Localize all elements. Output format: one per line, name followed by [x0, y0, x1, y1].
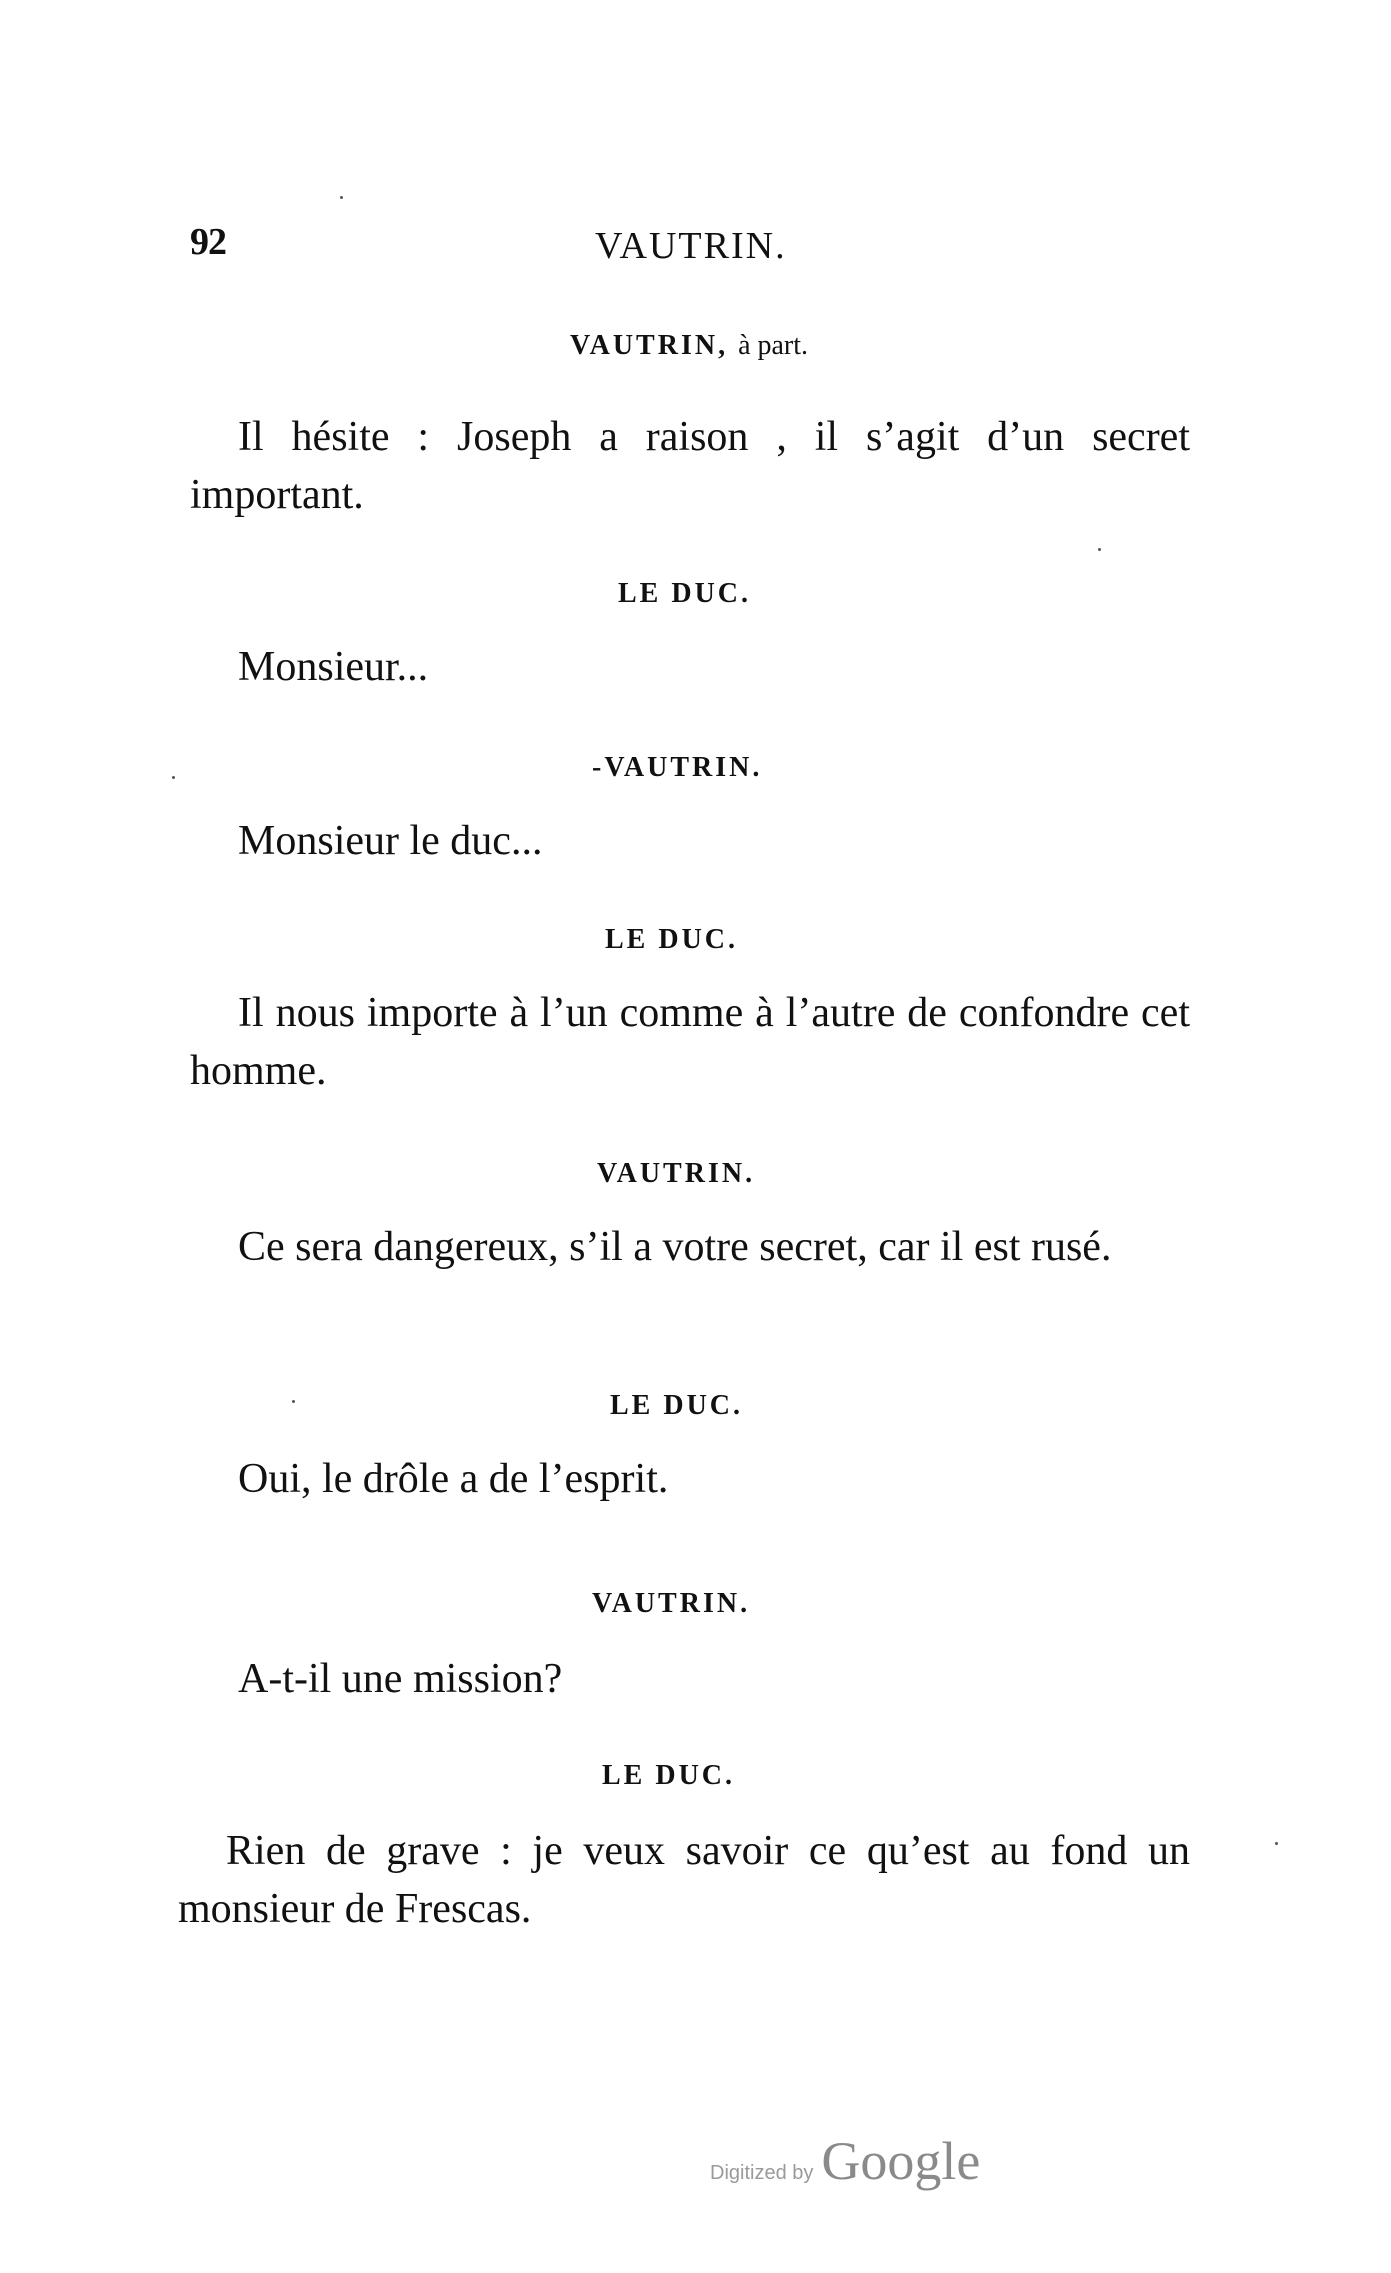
page-number: 92	[190, 221, 226, 263]
google-logo: Google	[821, 2131, 981, 2191]
digitized-label: Digitized by	[710, 2162, 814, 2184]
speaker-name: LE DUC.	[610, 1390, 744, 1421]
speaker-name: LE DUC.	[618, 578, 752, 609]
running-title: VAUTRIN.	[595, 225, 787, 267]
speaker-name: VAUTRIN.	[592, 1588, 751, 1619]
speaker-name: -VAUTRIN.	[592, 752, 763, 783]
speaker-name: VAUTRIN.	[597, 1158, 756, 1189]
speech-text: Rien de grave : je veux savoir ce qu’est au fond un monsieur de Frescas.	[178, 1828, 1190, 1932]
speaker-name: VAUTRIN,	[570, 330, 729, 361]
speech-text: Monsieur le duc...	[238, 818, 543, 864]
print-speck	[340, 196, 343, 199]
stage-direction: à part.	[738, 330, 809, 361]
speaker-label	[592, 752, 762, 784]
print-speck	[172, 776, 175, 779]
print-speck	[292, 1400, 295, 1403]
speech-text: Il hésite : Joseph a raison , il s’agit d’un secret important.	[190, 414, 1190, 518]
speech-text: Ce sera dangereux, s’il a votre secret, car il est rusé.	[238, 1224, 1112, 1270]
speech-text: Il nous importe à l’un comme à l’autre de confondre cet homme.	[190, 990, 1190, 1094]
speech-text: A-t-il une mission?	[238, 1656, 563, 1702]
speaker-label	[570, 330, 808, 362]
speaker-label	[605, 924, 738, 956]
speaker-name: LE DUC.	[602, 1760, 736, 1791]
print-speck	[1098, 548, 1101, 551]
page-header	[190, 220, 1190, 280]
speech-text: Monsieur...	[238, 644, 429, 690]
speaker-label	[592, 1588, 750, 1620]
speech-text: Oui, le drôle a de l’esprit.	[238, 1456, 669, 1502]
speaker-name: LE DUC.	[605, 924, 739, 955]
speaker-label	[597, 1158, 755, 1190]
digitized-watermark	[710, 2130, 980, 2192]
speaker-label	[610, 1390, 743, 1422]
speaker-label	[602, 1760, 735, 1792]
speaker-label	[618, 578, 751, 610]
print-speck	[1275, 1842, 1278, 1845]
